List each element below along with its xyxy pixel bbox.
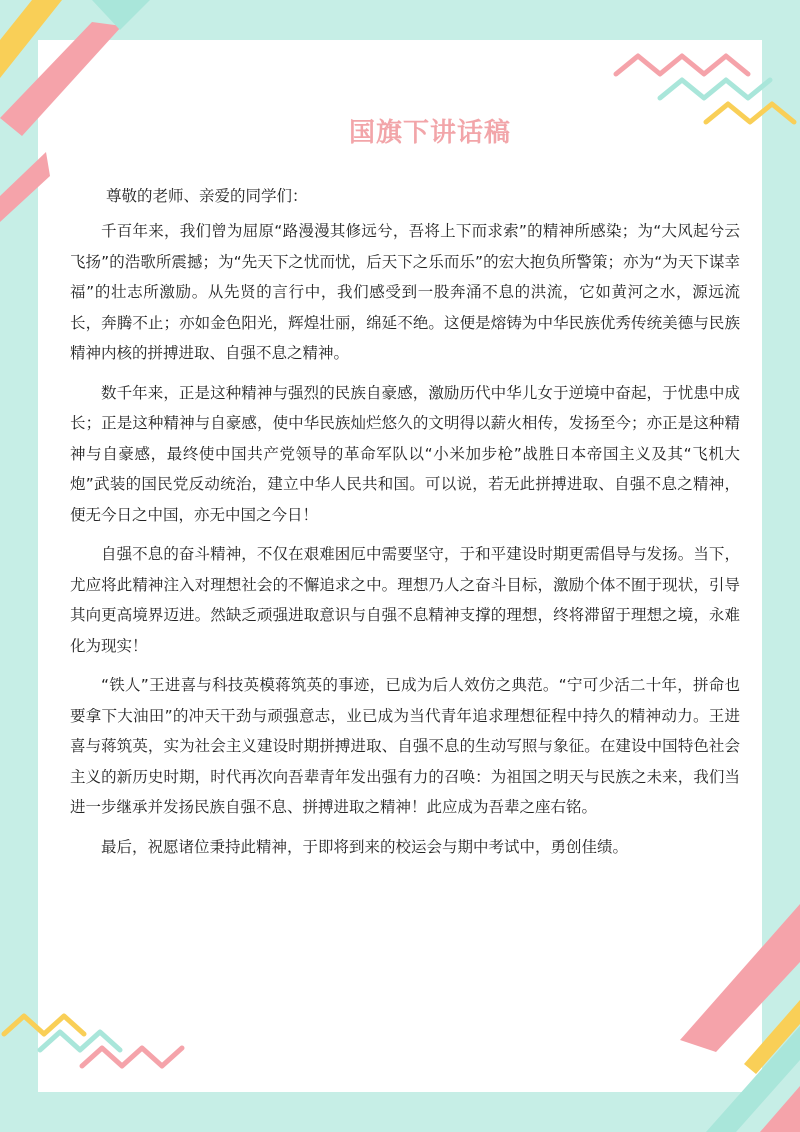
- paragraph: 数千年来，正是这种精神与强烈的民族自豪感，激励历代中华儿女于逆境中奋起，于忧患中成长；正是这种精神与自豪感，使中华民族灿烂悠久的文明得以薪火相传，发扬至今；亦正是这种精神与自豪感，最终使中国共产党领导的革命军队以“小米加步枪”战胜日本帝国主义及其“飞机大炮”武装的国民党反动统治，建立中华人民共和国。可以说，若无此拼搏进取、自强不息之精神，便无今日之中国，亦无中国之今日！: [70, 383, 740, 524]
- page-title: 国旗下讲话稿: [348, 118, 511, 148]
- paragraph: 自强不息的奋斗精神，不仅在艰难困厄中需要坚守，于和平建设时期更需倡导与发扬。当下，尤应将此精神注入对理想社会的不懈追求之中。理想乃人之奋斗目标，激励个体不囿于现状，引导其向更高境界迈进。然缺乏顽强进取意识与自强不息精神支撑的理想，终将滞留于理想之境，永难化为现实！: [70, 545, 740, 655]
- paragraphs: [70, 216, 740, 871]
- paragraph: “铁人”王进喜与科技英模蒋筑英的事迹，已成为后人效仿之典范。“宁可少活二十年，拼命也要拿下大油田”的冲天干劲与顽强意志，业已成为当代青年追求理想征程中持久的精神动力。王进喜与蒋筑英，实为社会主义建设时期拼搏进取、自强不息的生动写照与象征。在建设中国特色社会主义的新历史时期，时代再次向吾辈青年发出强有力的召唤：为祖国之明天与民族之未来，我们当进一步继承并发扬民族自强不息、拼搏进取之精神！此应成为吾辈之座右铭。: [70, 676, 740, 816]
- salutation: 尊敬的老师、亲爱的同学们：: [106, 187, 308, 205]
- paragraph: 千百年来，我们曾为屈原“路漫漫其修远兮，吾将上下而求索”的精神所感染；为“大风起兮云飞扬”的浩歌所震撼；为“先天下之忧而忧，后天下之乐而乐”的宏大抱负所警策；亦为“为天下谋幸福”的壮志所激励。从先贤的言行中，我们感受到一股奔涌不息的洪流，它如黄河之水，源远流长，奔腾不止；亦如金色阳光，辉煌壮丽，绵延不绝。这便是熔铸为中华民族优秀传统美德与民族精神内核的拼搏进取、自强不息之精神。: [70, 222, 740, 362]
- paragraph: 最后，祝愿诸位秉持此精神，于即将到来的校运会与期中考试中，勇创佳绩。: [101, 837, 629, 856]
